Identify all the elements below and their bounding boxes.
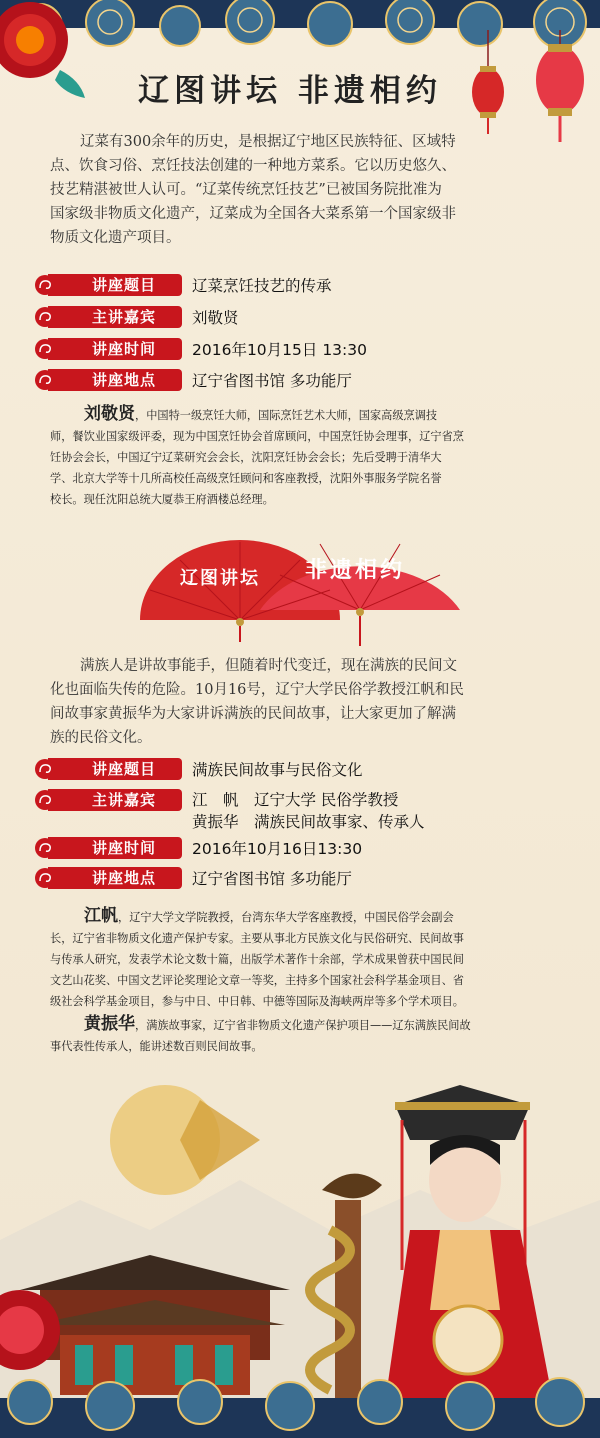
intro-line: 物质文化遗产项目。 [50, 230, 181, 246]
info-row-speaker [48, 305, 239, 329]
fan-text-left: 辽图讲坛 [180, 568, 260, 589]
label-text: 讲座地点 [92, 869, 157, 887]
label-tag [48, 789, 182, 811]
value-text: 满族民间故事与民俗文化 [192, 761, 363, 779]
bio-line: 饪协会会长，中国辽宁辽菜研究会会长，沈阳烹饪协会会长；先后受聘于清华大 [50, 451, 442, 464]
bio-line: ，中国特一级烹饪大师，国际烹饪艺术大师，国家高级烹调技 [135, 409, 438, 422]
value-text: 2016年10月15日 13:30 [192, 341, 367, 359]
intro-line: 技艺精湛被世人认可。“辽菜传统烹饪技艺”已被国务院批准为 [50, 182, 442, 198]
page-title: 辽图讲坛 非遗相约 [138, 73, 442, 109]
intro-line: 族的民俗文化。 [50, 730, 152, 746]
peony-flower-icon [0, 0, 90, 100]
cloud-curl-icon [34, 338, 56, 360]
bio-line: 师，餐饮业国家级评委，现为中国烹饪协会首席顾问，中国烹饪协会理事，辽宁省烹 [50, 430, 464, 443]
cloud-curl-icon [34, 369, 56, 391]
label-tag [48, 306, 182, 328]
bio-line: 校长。现任沈阳总统大厦恭王府酒楼总经理。 [50, 493, 274, 506]
info-row-topic [48, 757, 363, 781]
intro-line: 点、饮食习俗、烹饪技法创建的一种地方菜系。它以历史悠久、 [50, 158, 456, 174]
round-box-icon [434, 1306, 502, 1374]
cloud-curl-icon [34, 758, 56, 780]
label-text: 讲座时间 [92, 340, 157, 358]
intro-paragraph-2 [50, 654, 560, 750]
bio-line: ，辽宁大学文学院教授，台湾东华大学客座教授，中国民俗学会副会 [118, 911, 454, 924]
bio-line: 与传承人研究，发表学术论文数十篇，出版学术著作十余部，学术成果曾获中国民间 [50, 953, 464, 966]
info-row-time [48, 337, 367, 361]
speaker-name: 刘敬贤 [84, 404, 135, 424]
cloud-curl-icon [34, 867, 56, 889]
label-tag [48, 837, 182, 859]
label-tag [48, 867, 182, 889]
intro-paragraph-1 [50, 130, 560, 250]
label-text: 讲座时间 [92, 839, 157, 857]
speaker-name: 黄振华 [84, 1014, 135, 1034]
intro-line: 满族人是讲故事能手，但随着时代变迁，现在满族的民间文 [80, 658, 457, 674]
value-text: 辽菜烹饪技艺的传承 [192, 277, 332, 295]
speaker-name: 江帆 [84, 906, 118, 926]
bio-line: 事代表性传承人，能讲述数百则民间故事。 [50, 1040, 263, 1053]
value-text: 江 帆 辽宁大学 民俗学教授 [192, 791, 399, 809]
intro-line: 辽菜有300余年的历史，是根据辽宁地区民族特征、区域特 [80, 134, 456, 150]
info-row-venue [48, 866, 352, 890]
fan-text-right: 非遗相约 [304, 557, 405, 583]
red-fans-icon [130, 530, 480, 650]
cloud-curl-icon [34, 789, 56, 811]
bio-line: 级社会科学基金项目，参与中日、中日韩、中德等国际及海峡两岸等多个学术项目。 [50, 995, 464, 1008]
intro-line: 间故事家黄振华为大家讲诉满族的民间故事，让大家更加了解满 [50, 706, 456, 722]
label-text: 主讲嘉宾 [92, 308, 157, 326]
info-row-venue [48, 368, 352, 392]
label-text: 讲座题目 [92, 276, 157, 294]
bio-line: 长，辽宁省非物质文化遗产保护专家。主要从事北方民族文化与民俗研究、民间故事 [50, 932, 464, 945]
label-text: 讲座题目 [92, 760, 157, 778]
speaker-bio-2 [50, 906, 560, 1057]
value-text: 辽宁省图书馆 多功能厅 [192, 372, 352, 390]
intro-line: 化也面临失传的危险。10月16号，辽宁大学民俗学教授江帆和民 [50, 682, 464, 698]
value-text: 2016年10月16日13:30 [192, 840, 363, 858]
value-text: 辽宁省图书馆 多功能厅 [192, 870, 352, 888]
label-tag [48, 274, 182, 296]
bio-line: 学、北京大学等十几所高校任高级烹饪顾问和客座教授，沈阳外事服务学院名誉 [50, 472, 442, 485]
cloud-curl-icon [34, 306, 56, 328]
bio-line: ，满族故事家，辽宁省非物质文化遗产保护项目——辽东满族民间故 [135, 1019, 471, 1032]
label-tag [48, 338, 182, 360]
info-row-time [48, 836, 362, 860]
label-text: 主讲嘉宾 [92, 791, 157, 809]
label-tag [48, 369, 182, 391]
cloud-curl-icon [34, 274, 56, 296]
value-text: 黄振华 满族民间故事家、传承人 [192, 813, 425, 831]
label-tag [48, 758, 182, 780]
info-row-speaker [48, 789, 425, 833]
bottom-illustration [0, 1080, 600, 1438]
speaker-bio-1 [50, 404, 560, 510]
bio-line: 文艺山花奖、中国文艺评论奖理论文章一等奖，主持多个国家社会科学基金项目、省 [50, 974, 464, 987]
label-text: 讲座地点 [92, 371, 157, 389]
info-row-topic [48, 273, 332, 297]
intro-line: 国家级非物质文化遗产，辽菜成为全国各大菜系第一个国家级非 [50, 206, 456, 222]
value-text: 刘敬贤 [192, 309, 239, 327]
cloud-curl-icon [34, 837, 56, 859]
